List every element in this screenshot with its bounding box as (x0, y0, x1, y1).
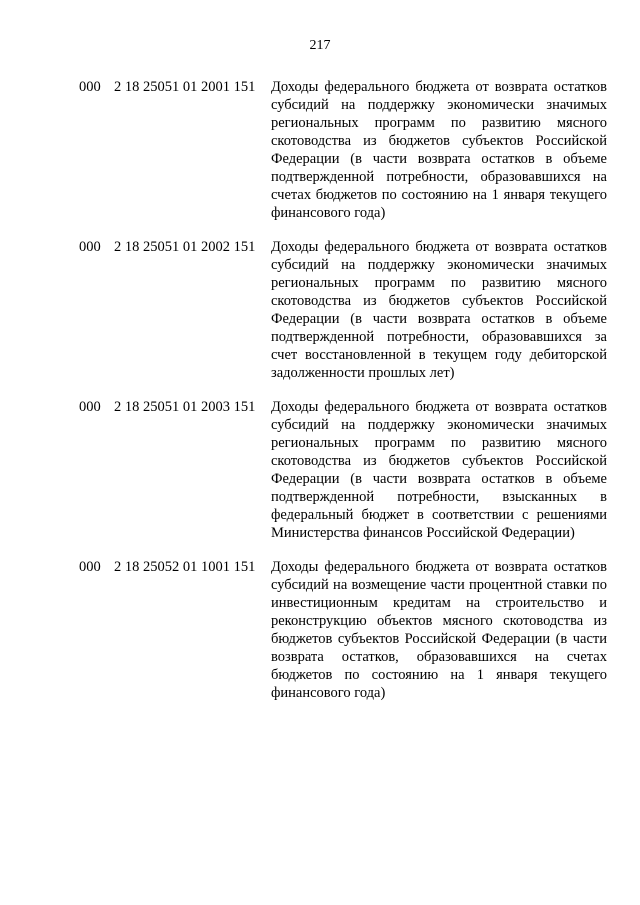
admin-code: 000 (79, 239, 101, 255)
budget-classification-code: 2 18 25051 01 2001 151 (114, 79, 256, 95)
entry-description: Доходы федерального бюджета от возврата остатков субсидий на поддержку экономически значимых региональных программ по развитию мясного скотоводства из бюджетов субъектов Российской Федерации (в части возврата остатков в объеме подтвержденной потребности, образовавшихся на счетах бюджетов по состоянию на 1 января текущего финансового года) (271, 79, 607, 221)
budget-entry (0, 78, 640, 222)
page-number: 217 (309, 38, 331, 53)
budget-code-list (0, 78, 640, 718)
budget-classification-code: 2 18 25052 01 1001 151 (114, 559, 256, 575)
budget-classification-code: 2 18 25051 01 2003 151 (114, 399, 256, 415)
entry-description: Доходы федерального бюджета от возврата остатков субсидий на возмещение части процентной ставки по инвестиционным кредитам на строительство и реконструкцию объектов мясного скотоводства из бюджетов субъектов Российской Федерации (в части возврата остатков, образовавшихся на счетах бюджетов по состоянию на 1 января текущего финансового года) (271, 559, 607, 701)
admin-code: 000 (79, 79, 101, 95)
admin-code: 000 (79, 559, 101, 575)
budget-classification-code: 2 18 25051 01 2002 151 (114, 239, 256, 255)
entry-description: Доходы федерального бюджета от возврата остатков субсидий на поддержку экономически значимых региональных программ по развитию мясного скотоводства из бюджетов субъектов Российской Федерации (в части возврата остатков в объеме подтвержденной потребности, образовавшихся за счет восстановленной в текущем году дебиторской задолженности прошлых лет) (271, 239, 607, 381)
admin-code: 000 (79, 399, 101, 415)
budget-entry (0, 238, 640, 382)
entry-description: Доходы федерального бюджета от возврата остатков субсидий на поддержку экономически значимых региональных программ по развитию мясного скотоводства из бюджетов субъектов Российской Федерации (в части возврата остатков в объеме подтвержденной потребности, взысканных в федеральный бюджет в соответствии с решениями Министерства финансов Российской Федерации) (271, 399, 607, 541)
budget-entry (0, 558, 640, 702)
budget-entry (0, 398, 640, 542)
